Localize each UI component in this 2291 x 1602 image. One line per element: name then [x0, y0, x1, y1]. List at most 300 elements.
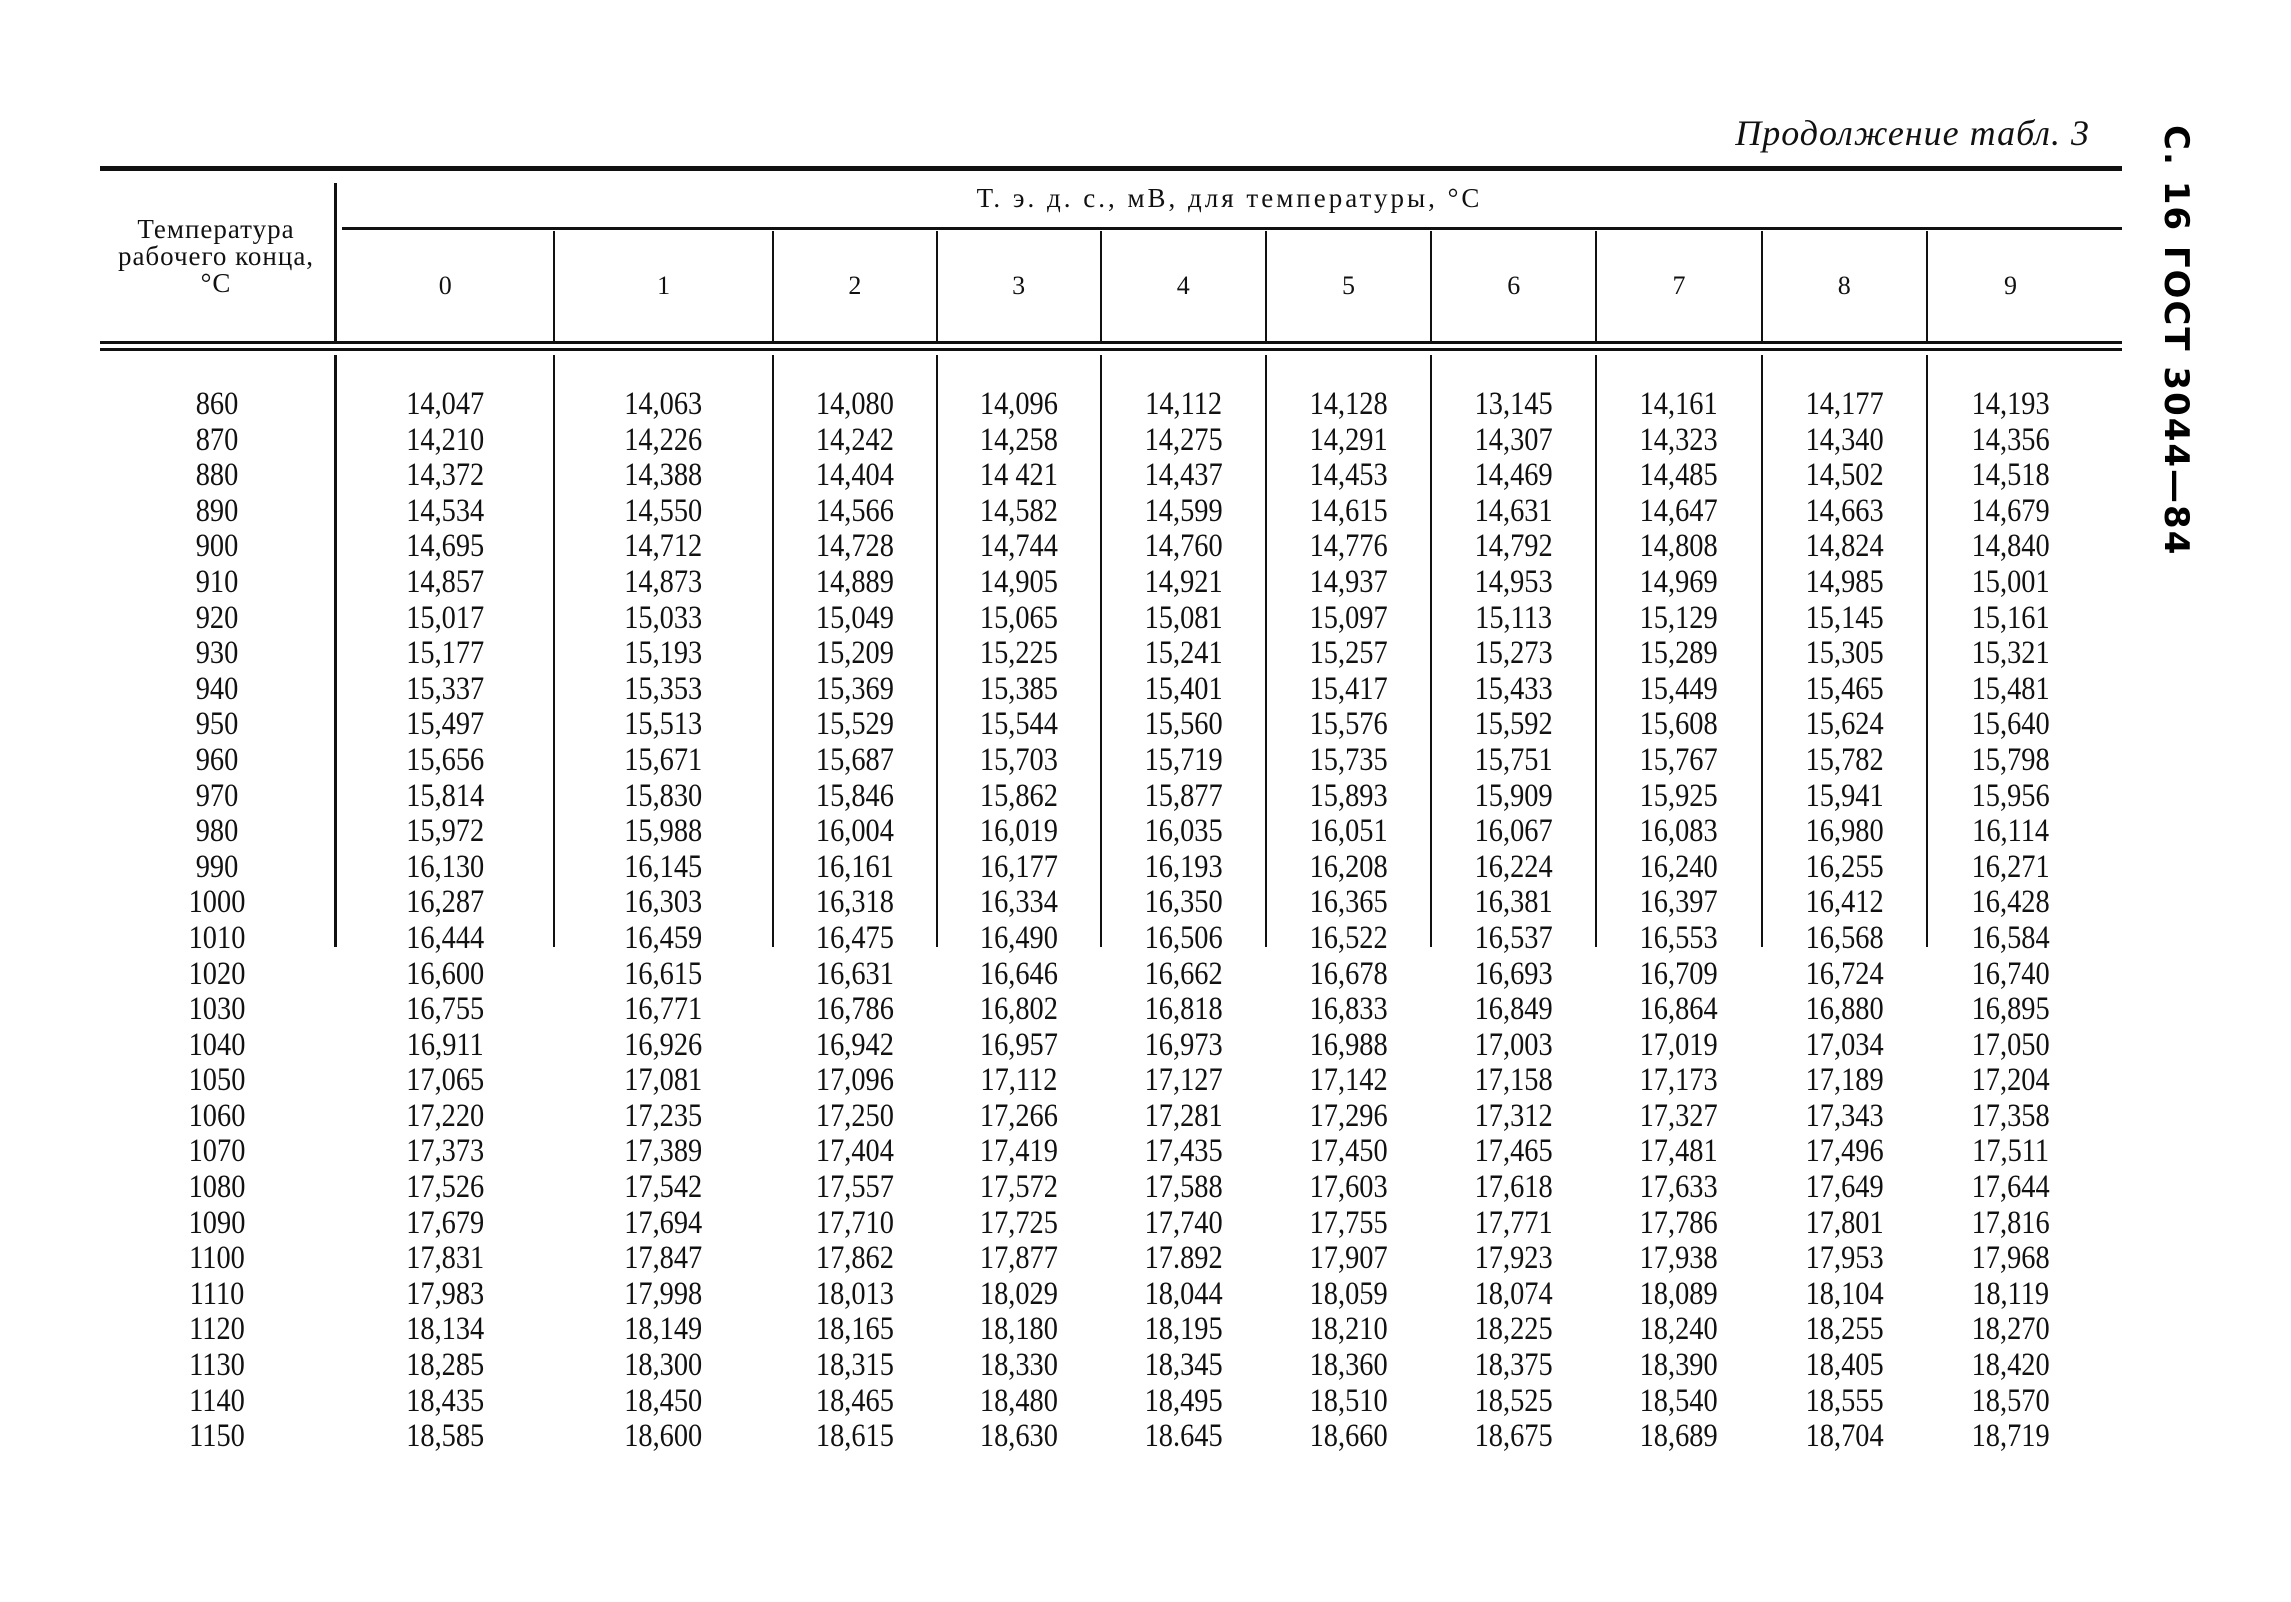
emf-cell: 14,161	[1639, 386, 1719, 422]
table-body	[100, 351, 2122, 1455]
column-headers	[337, 231, 2122, 341]
emf-cell: 14,663	[1805, 492, 1884, 529]
emf-cell: 14 421	[979, 457, 1058, 494]
temperature-cell: 1020	[188, 955, 246, 992]
emf-cell: 15,225	[979, 635, 1058, 672]
column-header-1: 1	[555, 231, 773, 341]
emf-cell: 18,510	[1309, 1382, 1388, 1419]
emf-cell: 16,240	[1639, 848, 1719, 885]
temperature-cell: 1080	[188, 1169, 246, 1206]
emf-cell: 15,719	[1144, 741, 1223, 778]
emf-cell: 17,204	[1971, 1062, 2050, 1099]
emf-cell: 15,113	[1475, 599, 1553, 636]
emf-cell: 15,513	[624, 706, 703, 743]
emf-cell: 16,051	[1309, 813, 1388, 850]
temperature-cell: 980	[195, 813, 239, 850]
emf-cell: 15,465	[1805, 670, 1884, 707]
emf-cell: 15,241	[1144, 635, 1223, 672]
emf-cell: 18,390	[1639, 1347, 1719, 1384]
emf-cell: 18,059	[1309, 1275, 1388, 1312]
emf-cell: 17,831	[406, 1240, 485, 1277]
emf-cell: 15,481	[1971, 670, 2050, 707]
emf-cell: 16,397	[1639, 884, 1719, 921]
emf-cell: 16,490	[979, 919, 1058, 956]
emf-cell: 16,600	[406, 955, 485, 992]
emf-cell: 17,189	[1805, 1062, 1884, 1099]
emf-cell: 18,375	[1474, 1347, 1553, 1384]
emf-cell: 18,480	[979, 1382, 1058, 1419]
emf-cell: 16,334	[979, 884, 1058, 921]
emf-cell: 17,173	[1639, 1062, 1719, 1099]
emf-cell: 14,356	[1971, 421, 2050, 458]
emf-cell: 17,465	[1474, 1133, 1553, 1170]
emf-cell: 15,449	[1639, 670, 1719, 707]
emf-cell: 16,287	[406, 884, 485, 921]
emf-cell: 14,582	[979, 492, 1058, 529]
emf-cell: 16,130	[406, 848, 485, 885]
temperature-cell: 1000	[188, 884, 246, 921]
emf-cell: 18,315	[815, 1347, 894, 1384]
emf-cell: 15,529	[815, 706, 894, 743]
emf-cell: 14,177	[1805, 386, 1884, 422]
emf-cell: 16,615	[624, 955, 703, 992]
emf-cell: 16,849	[1474, 991, 1553, 1028]
temperature-cell: 1010	[188, 919, 246, 956]
emf-cell: 17,968	[1971, 1240, 2050, 1277]
emf-cell: 14,047	[406, 386, 485, 422]
emf-cell: 15,687	[815, 741, 894, 778]
emf-cell: 17,644	[1971, 1169, 2050, 1206]
emf-cell: 16,114	[1972, 813, 2050, 850]
emf-cell: 18,689	[1639, 1418, 1719, 1455]
emf-cell: 14,128	[1309, 386, 1388, 422]
emf-cell: 16,475	[815, 919, 894, 956]
emf-cell: 15,576	[1309, 706, 1388, 743]
emf-cell: 16,584	[1971, 919, 2050, 956]
group-header-label: Т. э. д. с., мВ, для температуры, °С	[976, 183, 1483, 213]
emf-cell: 18,225	[1474, 1311, 1553, 1348]
table-caption: Продолжение табл. 3	[1735, 113, 2090, 153]
temperature-cell: 950	[195, 706, 239, 743]
temperature-cell: 910	[195, 563, 239, 600]
emf-cell: 18,345	[1144, 1347, 1223, 1384]
emf-cell: 15,337	[406, 670, 485, 707]
column-header-3: 3	[938, 231, 1102, 341]
emf-cell: 18,044	[1144, 1275, 1223, 1312]
emf-cell: 18,104	[1805, 1275, 1884, 1312]
emf-cell: 15,782	[1805, 741, 1884, 778]
emf-cell: 14,404	[815, 457, 894, 494]
emf-cell: 16,067	[1474, 813, 1553, 850]
emf-cell: 14,550	[624, 492, 703, 529]
emf-cell: 17,755	[1309, 1204, 1388, 1241]
column-header-2: 2	[774, 231, 938, 341]
emf-cell: 17,404	[815, 1133, 894, 1170]
emf-cell: 18,719	[1971, 1418, 2050, 1455]
emf-cell: 16,004	[815, 813, 894, 850]
temperature-cell: 960	[195, 741, 239, 778]
emf-cell: 14,210	[406, 421, 485, 458]
emf-column-5	[1267, 355, 1432, 1455]
emf-cell: 17,003	[1474, 1026, 1553, 1063]
emf-cell: 15,273	[1474, 635, 1553, 672]
emf-cell: 14,291	[1309, 421, 1388, 458]
emf-cell: 16,428	[1971, 884, 2050, 921]
emf-cell: 15,544	[979, 706, 1058, 743]
header-double-rule	[100, 341, 2122, 351]
emf-cell: 16,818	[1144, 991, 1223, 1028]
emf-cell: 15,656	[406, 741, 485, 778]
emf-cell: 16,631	[815, 955, 894, 992]
emf-cell: 14,840	[1971, 528, 2050, 565]
emf-cell: 14,905	[979, 563, 1058, 600]
emf-cell: 18,525	[1474, 1382, 1553, 1419]
emf-cell: 15,097	[1309, 599, 1388, 636]
emf-cell: 18,360	[1309, 1347, 1388, 1384]
emf-cell: 14,744	[979, 528, 1058, 565]
emf-cell: 17,618	[1474, 1169, 1553, 1206]
emf-cell: 17,019	[1639, 1026, 1719, 1063]
emf-column-9	[1928, 355, 2093, 1455]
emf-cell: 17,235	[624, 1097, 703, 1134]
emf-cell: 17,312	[1474, 1097, 1553, 1134]
emf-cell: 17,633	[1639, 1169, 1719, 1206]
emf-cell: 17,588	[1144, 1169, 1223, 1206]
emf-cell: 15,049	[815, 599, 894, 636]
emf-table	[100, 166, 2122, 1455]
emf-cell: 15,033	[624, 599, 703, 636]
emf-cell: 15,972	[406, 813, 485, 850]
emf-cell: 15,751	[1474, 741, 1553, 778]
temperature-cell: 860	[195, 386, 239, 422]
temperature-column	[100, 355, 337, 1455]
table-header	[100, 171, 2122, 341]
emf-cell: 18,285	[406, 1347, 485, 1384]
emf-cell: 16,381	[1474, 884, 1553, 921]
emf-cell: 18,255	[1805, 1311, 1884, 1348]
temperature-cell: 1110	[189, 1275, 245, 1312]
emf-cell: 17,250	[815, 1097, 894, 1134]
emf-cell: 17,435	[1144, 1133, 1223, 1170]
emf-cell: 15,798	[1971, 741, 2050, 778]
emf-cell: 14,712	[624, 528, 703, 565]
emf-cell: 17,081	[624, 1062, 703, 1099]
emf-cell: 16,177	[979, 848, 1058, 885]
emf-cell: 16,537	[1474, 919, 1553, 956]
temperature-cell: 1070	[188, 1133, 246, 1170]
emf-column-7	[1597, 355, 1762, 1455]
emf-cell: 17,127	[1144, 1062, 1223, 1099]
emf-cell: 15,624	[1805, 706, 1884, 743]
group-header-rule	[342, 227, 2122, 230]
emf-cell: 15,988	[624, 813, 703, 850]
emf-cell: 13,145	[1474, 386, 1553, 422]
emf-cell: 15,846	[815, 777, 894, 814]
emf-column-3	[938, 355, 1102, 1455]
emf-cell: 17,096	[815, 1062, 894, 1099]
emf-cell: 15,209	[815, 635, 894, 672]
emf-cell: 17,450	[1309, 1133, 1388, 1170]
emf-cell: 15,081	[1144, 599, 1223, 636]
emf-cell: 17,158	[1474, 1062, 1553, 1099]
emf-cell: 14,469	[1474, 457, 1553, 494]
emf-cell: 14,969	[1639, 563, 1719, 600]
emf-cell: 17,694	[624, 1204, 703, 1241]
emf-cell: 16,161	[815, 848, 894, 885]
emf-cell: 14,437	[1144, 457, 1223, 494]
emf-cell: 17,725	[979, 1204, 1058, 1241]
emf-cell: 18,119	[1972, 1275, 2050, 1312]
emf-cell: 18,465	[815, 1382, 894, 1419]
emf-cell: 14,534	[406, 492, 485, 529]
emf-cell: 14,518	[1971, 457, 2050, 494]
temperature-cell: 870	[195, 421, 239, 458]
emf-cell: 14,307	[1474, 421, 1553, 458]
emf-cell: 18,615	[815, 1418, 894, 1455]
emf-cell: 16,303	[624, 884, 703, 921]
emf-cell: 17,786	[1639, 1204, 1719, 1241]
emf-cell: 15,909	[1474, 777, 1553, 814]
emf-cell: 14,647	[1639, 492, 1719, 529]
emf-cell: 14,372	[406, 457, 485, 494]
temperature-cell: 1100	[189, 1240, 245, 1277]
emf-cell: 17,816	[1971, 1204, 2050, 1241]
emf-cell: 18,300	[624, 1347, 703, 1384]
emf-cell: 15,417	[1309, 670, 1388, 707]
emf-cell: 17,938	[1639, 1240, 1719, 1277]
emf-cell: 16,568	[1805, 919, 1884, 956]
emf-cell: 16,880	[1805, 991, 1884, 1028]
temperature-cell: 970	[195, 777, 239, 814]
temperature-cell: 890	[195, 492, 239, 529]
emf-cell: 18,029	[979, 1275, 1058, 1312]
emf-cell: 14,453	[1309, 457, 1388, 494]
emf-cell: 17,112	[980, 1062, 1058, 1099]
emf-cell: 18.645	[1144, 1418, 1223, 1455]
emf-cell: 15,608	[1639, 706, 1719, 743]
emf-cell: 14,937	[1309, 563, 1388, 600]
emf-cell: 16,740	[1971, 955, 2050, 992]
emf-cell: 15,385	[979, 670, 1058, 707]
column-header-0: 0	[337, 231, 555, 341]
emf-cell: 18,270	[1971, 1311, 2050, 1348]
emf-cell: 14,808	[1639, 528, 1719, 565]
emf-cell: 16,318	[815, 884, 894, 921]
emf-cell: 18,074	[1474, 1275, 1553, 1312]
emf-cell: 15,735	[1309, 741, 1388, 778]
column-header-8: 8	[1763, 231, 1928, 341]
emf-cell: 14,792	[1474, 528, 1553, 565]
emf-cell: 17,419	[979, 1133, 1058, 1170]
temperature-cell: 1060	[188, 1097, 246, 1134]
emf-cell: 17,142	[1309, 1062, 1388, 1099]
column-header-4: 4	[1102, 231, 1267, 341]
emf-cell: 15,289	[1639, 635, 1719, 672]
emf-cell: 17,953	[1805, 1240, 1884, 1277]
emf-cell: 14,340	[1805, 421, 1884, 458]
emf-cell: 14,953	[1474, 563, 1553, 600]
emf-cell: 14,502	[1805, 457, 1884, 494]
emf-cell: 15,145	[1805, 599, 1884, 636]
emf-cell: 14,112	[1144, 386, 1222, 422]
emf-cell: 16,988	[1309, 1026, 1388, 1063]
temperature-cell: 1090	[188, 1204, 246, 1241]
page-side-label: С. 16 ГОСТ 3044—84	[2156, 125, 2196, 557]
emf-cell: 14,193	[1971, 386, 2050, 422]
emf-cell: 16,019	[979, 813, 1058, 850]
emf-cell: 14,824	[1805, 528, 1884, 565]
emf-cell: 15,369	[815, 670, 894, 707]
emf-cell: 14,695	[406, 528, 485, 565]
temperature-cell: 920	[195, 599, 239, 636]
emf-cell: 18,165	[815, 1311, 894, 1348]
emf-cell: 15,305	[1805, 635, 1884, 672]
column-header-6: 6	[1432, 231, 1597, 341]
emf-cell: 16,083	[1639, 813, 1719, 850]
emf-cell: 14,760	[1144, 528, 1223, 565]
emf-cell: 15,830	[624, 777, 703, 814]
emf-cell: 16,662	[1144, 955, 1223, 992]
emf-cell: 14,728	[815, 528, 894, 565]
emf-cell: 18,450	[624, 1382, 703, 1419]
emf-cell: 17,373	[406, 1133, 485, 1170]
emf-cell: 15,703	[979, 741, 1058, 778]
emf-cell: 15,401	[1144, 670, 1223, 707]
temperature-cell: 1140	[189, 1382, 245, 1419]
emf-cell: 15,001	[1971, 563, 2050, 600]
emf-cell: 15,065	[979, 599, 1058, 636]
emf-cell: 15,640	[1971, 706, 2050, 743]
temperature-cell: 880	[195, 457, 239, 494]
emf-cell: 18,405	[1805, 1347, 1884, 1384]
emf-cell: 17,862	[815, 1240, 894, 1277]
emf-cell: 16,802	[979, 991, 1058, 1028]
emf-cell: 17,220	[406, 1097, 485, 1134]
emf-cell: 16,926	[624, 1026, 703, 1063]
emf-cell: 16,646	[979, 955, 1058, 992]
emf-cell: 14,921	[1144, 563, 1223, 600]
emf-cell: 14,566	[815, 492, 894, 529]
emf-cell: 17,649	[1805, 1169, 1884, 1206]
emf-cell: 16,709	[1639, 955, 1719, 992]
emf-cell: 15,671	[624, 741, 703, 778]
emf-cell: 18,420	[1971, 1347, 2050, 1384]
emf-cell: 14,599	[1144, 492, 1223, 529]
emf-cell: 17,481	[1639, 1133, 1719, 1170]
emf-cell: 14,631	[1474, 492, 1553, 529]
emf-cell: 17,358	[1971, 1097, 2050, 1134]
emf-cell: 14,985	[1805, 563, 1884, 600]
emf-cell: 17,907	[1309, 1240, 1388, 1277]
emf-cell: 14,873	[624, 563, 703, 600]
emf-cell: 17,281	[1144, 1097, 1223, 1134]
emf-cell: 18,149	[624, 1311, 703, 1348]
emf-cell: 17,266	[979, 1097, 1058, 1134]
emf-cell: 15,941	[1805, 777, 1884, 814]
emf-cell: 16,350	[1144, 884, 1223, 921]
emf-cell: 15,877	[1144, 777, 1223, 814]
emf-cell: 16,506	[1144, 919, 1223, 956]
emf-column-4	[1102, 355, 1267, 1455]
emf-cell: 16,145	[624, 848, 703, 885]
emf-cell: 15,353	[624, 670, 703, 707]
emf-cell: 16,942	[815, 1026, 894, 1063]
emf-cell: 18,630	[979, 1418, 1058, 1455]
emf-cell: 16,224	[1474, 848, 1553, 885]
emf-cell: 17,327	[1639, 1097, 1719, 1134]
emf-cell: 16,553	[1639, 919, 1719, 956]
emf-cell: 15,017	[406, 599, 485, 636]
emf-cell: 17,065	[406, 1062, 485, 1099]
emf-cell: 15,257	[1309, 635, 1388, 672]
emf-cell: 18,570	[1971, 1382, 2050, 1419]
emf-cell: 16,365	[1309, 884, 1388, 921]
temperature-cell: 990	[195, 848, 239, 885]
emf-cell: 16,957	[979, 1026, 1058, 1063]
emf-cell: 16,412	[1805, 884, 1884, 921]
emf-cell: 14,275	[1144, 421, 1223, 458]
emf-cell: 17,572	[979, 1169, 1058, 1206]
emf-cell: 18,134	[406, 1311, 485, 1348]
emf-cell: 16,193	[1144, 848, 1223, 885]
emf-cell: 14,063	[624, 386, 703, 422]
emf-cell: 16,895	[1971, 991, 2050, 1028]
emf-cell: 14,679	[1971, 492, 2050, 529]
emf-cell: 17,343	[1805, 1097, 1884, 1134]
emf-cell: 17,710	[815, 1204, 894, 1241]
emf-cell: 17,740	[1144, 1204, 1223, 1241]
temperature-cell: 1040	[188, 1026, 246, 1063]
emf-cell: 14,323	[1639, 421, 1719, 458]
emf-cell: 18,180	[979, 1311, 1058, 1348]
emf-cell: 15,862	[979, 777, 1058, 814]
emf-cell: 16,864	[1639, 991, 1719, 1028]
emf-cell: 17,983	[406, 1275, 485, 1312]
emf-cell: 17,603	[1309, 1169, 1388, 1206]
emf-column-1	[555, 355, 773, 1455]
emf-column-6	[1432, 355, 1597, 1455]
emf-cell: 14,080	[815, 386, 894, 422]
emf-cell: 17,998	[624, 1275, 703, 1312]
emf-cell: 17,034	[1805, 1026, 1884, 1063]
emf-cell: 16,459	[624, 919, 703, 956]
emf-cell: 17,511	[1972, 1133, 2050, 1170]
emf-cell: 16,208	[1309, 848, 1388, 885]
column-header-7: 7	[1597, 231, 1762, 341]
emf-cell: 18,540	[1639, 1382, 1719, 1419]
emf-cell: 16,724	[1805, 955, 1884, 992]
emf-cell: 14,485	[1639, 457, 1719, 494]
emf-cell: 15,560	[1144, 706, 1223, 743]
emf-cell: 16,693	[1474, 955, 1553, 992]
table-columns	[100, 355, 2122, 1455]
emf-cell: 16,678	[1309, 955, 1388, 992]
emf-cell: 17.892	[1144, 1240, 1223, 1277]
emf-cell: 14,258	[979, 421, 1058, 458]
temperature-cell: 940	[195, 670, 239, 707]
column-header-9: 9	[2004, 271, 2018, 300]
emf-cell: 17,526	[406, 1169, 485, 1206]
emf-cell: 14,226	[624, 421, 703, 458]
emf-cell: 17,877	[979, 1240, 1058, 1277]
emf-cell: 15,767	[1639, 741, 1719, 778]
emf-cell: 15,592	[1474, 706, 1553, 743]
emf-cell: 18,585	[406, 1418, 485, 1455]
emf-cell: 14,096	[979, 386, 1058, 422]
emf-cell: 18,330	[979, 1347, 1058, 1384]
emf-cell: 16,444	[406, 919, 485, 956]
emf-cell: 17,771	[1474, 1204, 1553, 1241]
